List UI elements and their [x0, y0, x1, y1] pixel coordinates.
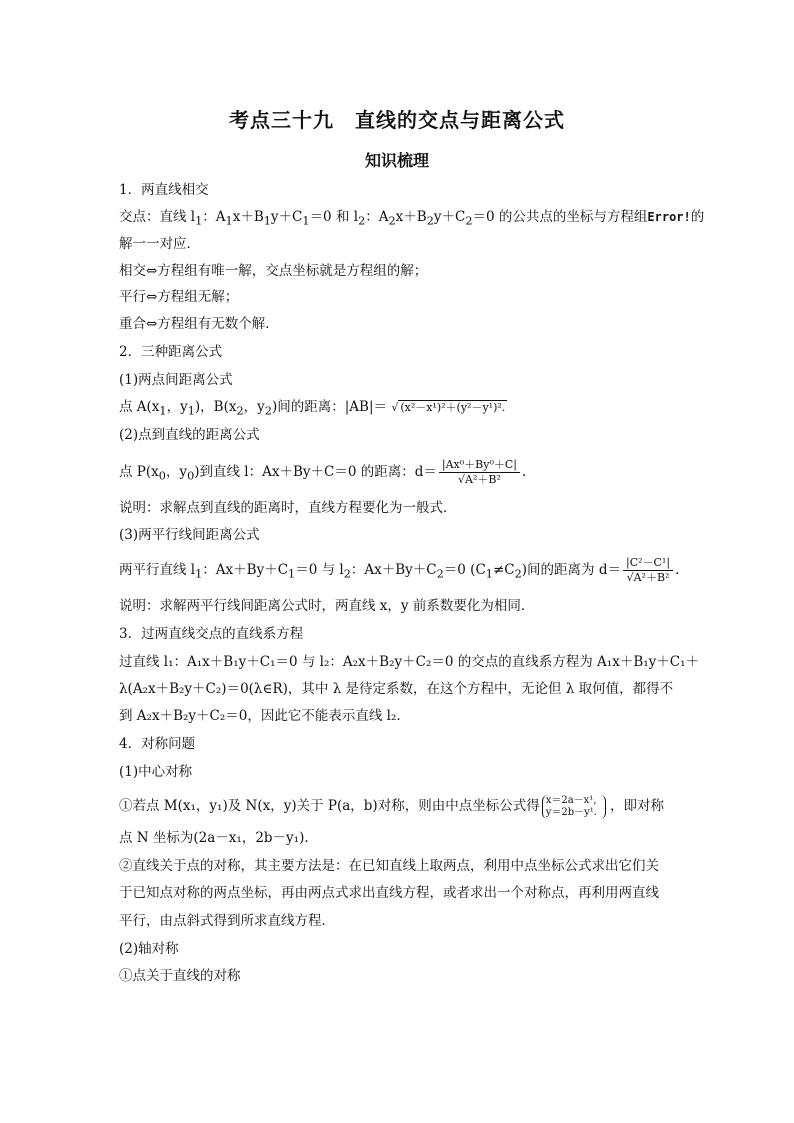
section-1-line-1: 交点：直线 $l_1$：$A_1x+B_1y+C_1=0$ 和 $l_2$：$A_2x+B_2y+C_2=0$ 的公共点的坐标与方程组Error!的 [119, 209, 705, 228]
center-symmetry-item-2-l3: 平行，由点斜式得到所求直线方程． [119, 913, 335, 929]
section-3-line-1: 过直线 l₁：A₁x＋B₁y＋C₁＝0 与 l₂：A₂x＋B₂y＋C₂＝0 的交点的直线系方程为 A₁x＋B₁y＋C₁＋ [119, 654, 700, 670]
section-3-heading: 3．过两直线交点的直线系方程 [119, 626, 304, 642]
sqrt-formula: √ (x²－x¹)²＋(y²－y¹)². [391, 401, 506, 414]
axis-symmetry-item-1: ①点关于直线的对称 [119, 968, 241, 984]
two-point-distance: 点 $A(x_1$，$y_1$)，$B(x_2$，$y_2$)间的距离：|AB|＝ √ (x²－x¹)²＋(y²－y¹)². [119, 399, 506, 418]
section-1-line-2: 解一一对应． [119, 236, 200, 252]
note-1: 说明：求解点到直线的距离时，直线方程要化为一般式． [119, 500, 457, 516]
distance-fraction: $\frac{\text{|Ax⁰＋By⁰＋C|}}{\text{√A²＋B²}}$ [439, 458, 520, 487]
section-3-line-2: λ(A₂x＋B₂y＋C₂)＝0(λ∈R)，其中 λ 是待定系数，在这个方程中，无论但 λ 取何值，都得不 [119, 681, 674, 697]
section-1-heading: 1．两直线相交 [119, 182, 209, 198]
section-2-heading: 2．三种距离公式 [119, 344, 223, 360]
section-3-line-3: 到 A₂x＋B₂y＋C₂＝0，因此它不能表示直线 l₂. [119, 708, 401, 724]
section-1-line-4: 平行⇔方程组无解； [119, 289, 239, 305]
section-1-line-3: 相交⇔方程组有唯一解，交点坐标就是方程组的解； [119, 263, 428, 279]
point-line-distance: 点 $P(x_0$，$y_0$)到直线 l：Ax＋By＋C＝0 的距离：d＝ $\frac{\text{|Ax⁰＋By⁰＋C|}}{\text{√A²＋B²}}$ . [119, 458, 527, 486]
page-title: 考点三十九 直线的交点与距离公式 [229, 108, 565, 132]
section-2-sub-2: (2)点到直线的距离公式 [119, 427, 260, 443]
center-symmetry-item-1: ①若点 M(x₁，y₁)及 N(x，y)关于 P(a，b)对称，则由中点坐标公式得 x＝2a－x¹, y＝2b－y¹. ，即对称 [119, 794, 664, 818]
parallel-fraction: $\frac{\text{|C²－C¹|}}{\text{√A²＋B²}}$ [623, 556, 673, 585]
section-2-sub-1: (1)两点间距离公式 [119, 372, 233, 388]
error-text: Error! [647, 210, 691, 224]
section-1-line-5: 重合⇔方程组有无数个解． [119, 316, 279, 332]
equation-system: x＝2a－x¹, y＝2b－y¹. [542, 795, 597, 819]
center-symmetry-item-1-cont: 点 N 坐标为(2a－x₁，2b－y₁). [119, 830, 309, 846]
section-subtitle: 知识梳理 [364, 151, 429, 170]
section-4-sub-1: (1)中心对称 [119, 764, 193, 780]
parallel-distance: 两平行直线 $l_1$：$Ax+By+C_1=0$ 与 $l_2$：$Ax+By+C_2=0$ $(C_1\ne C_2)$间的距离为 d＝ $\frac{\text{|C²－C¹|}}{\text{√A²＋B²}}$ . [119, 556, 680, 584]
center-symmetry-item-2-l1: ②直线关于点的对称，其主要方法是：在已知直线上取两点，利用中点坐标公式求出它们关 [119, 858, 659, 874]
note-2: 说明：求解两平行线间距离公式时，两直线 x，y 前系数要化为相同． [119, 598, 535, 614]
section-4-sub-2: (2)轴对称 [119, 941, 179, 957]
center-symmetry-item-2-l2: 于已知点对称的两点坐标，再由两点式求出直线方程，或者求出一个对称点，再利用两直线 [119, 885, 659, 901]
section-4-heading: 4．对称问题 [119, 736, 196, 752]
section-2-sub-3: (3)两平行线间距离公式 [119, 527, 260, 543]
